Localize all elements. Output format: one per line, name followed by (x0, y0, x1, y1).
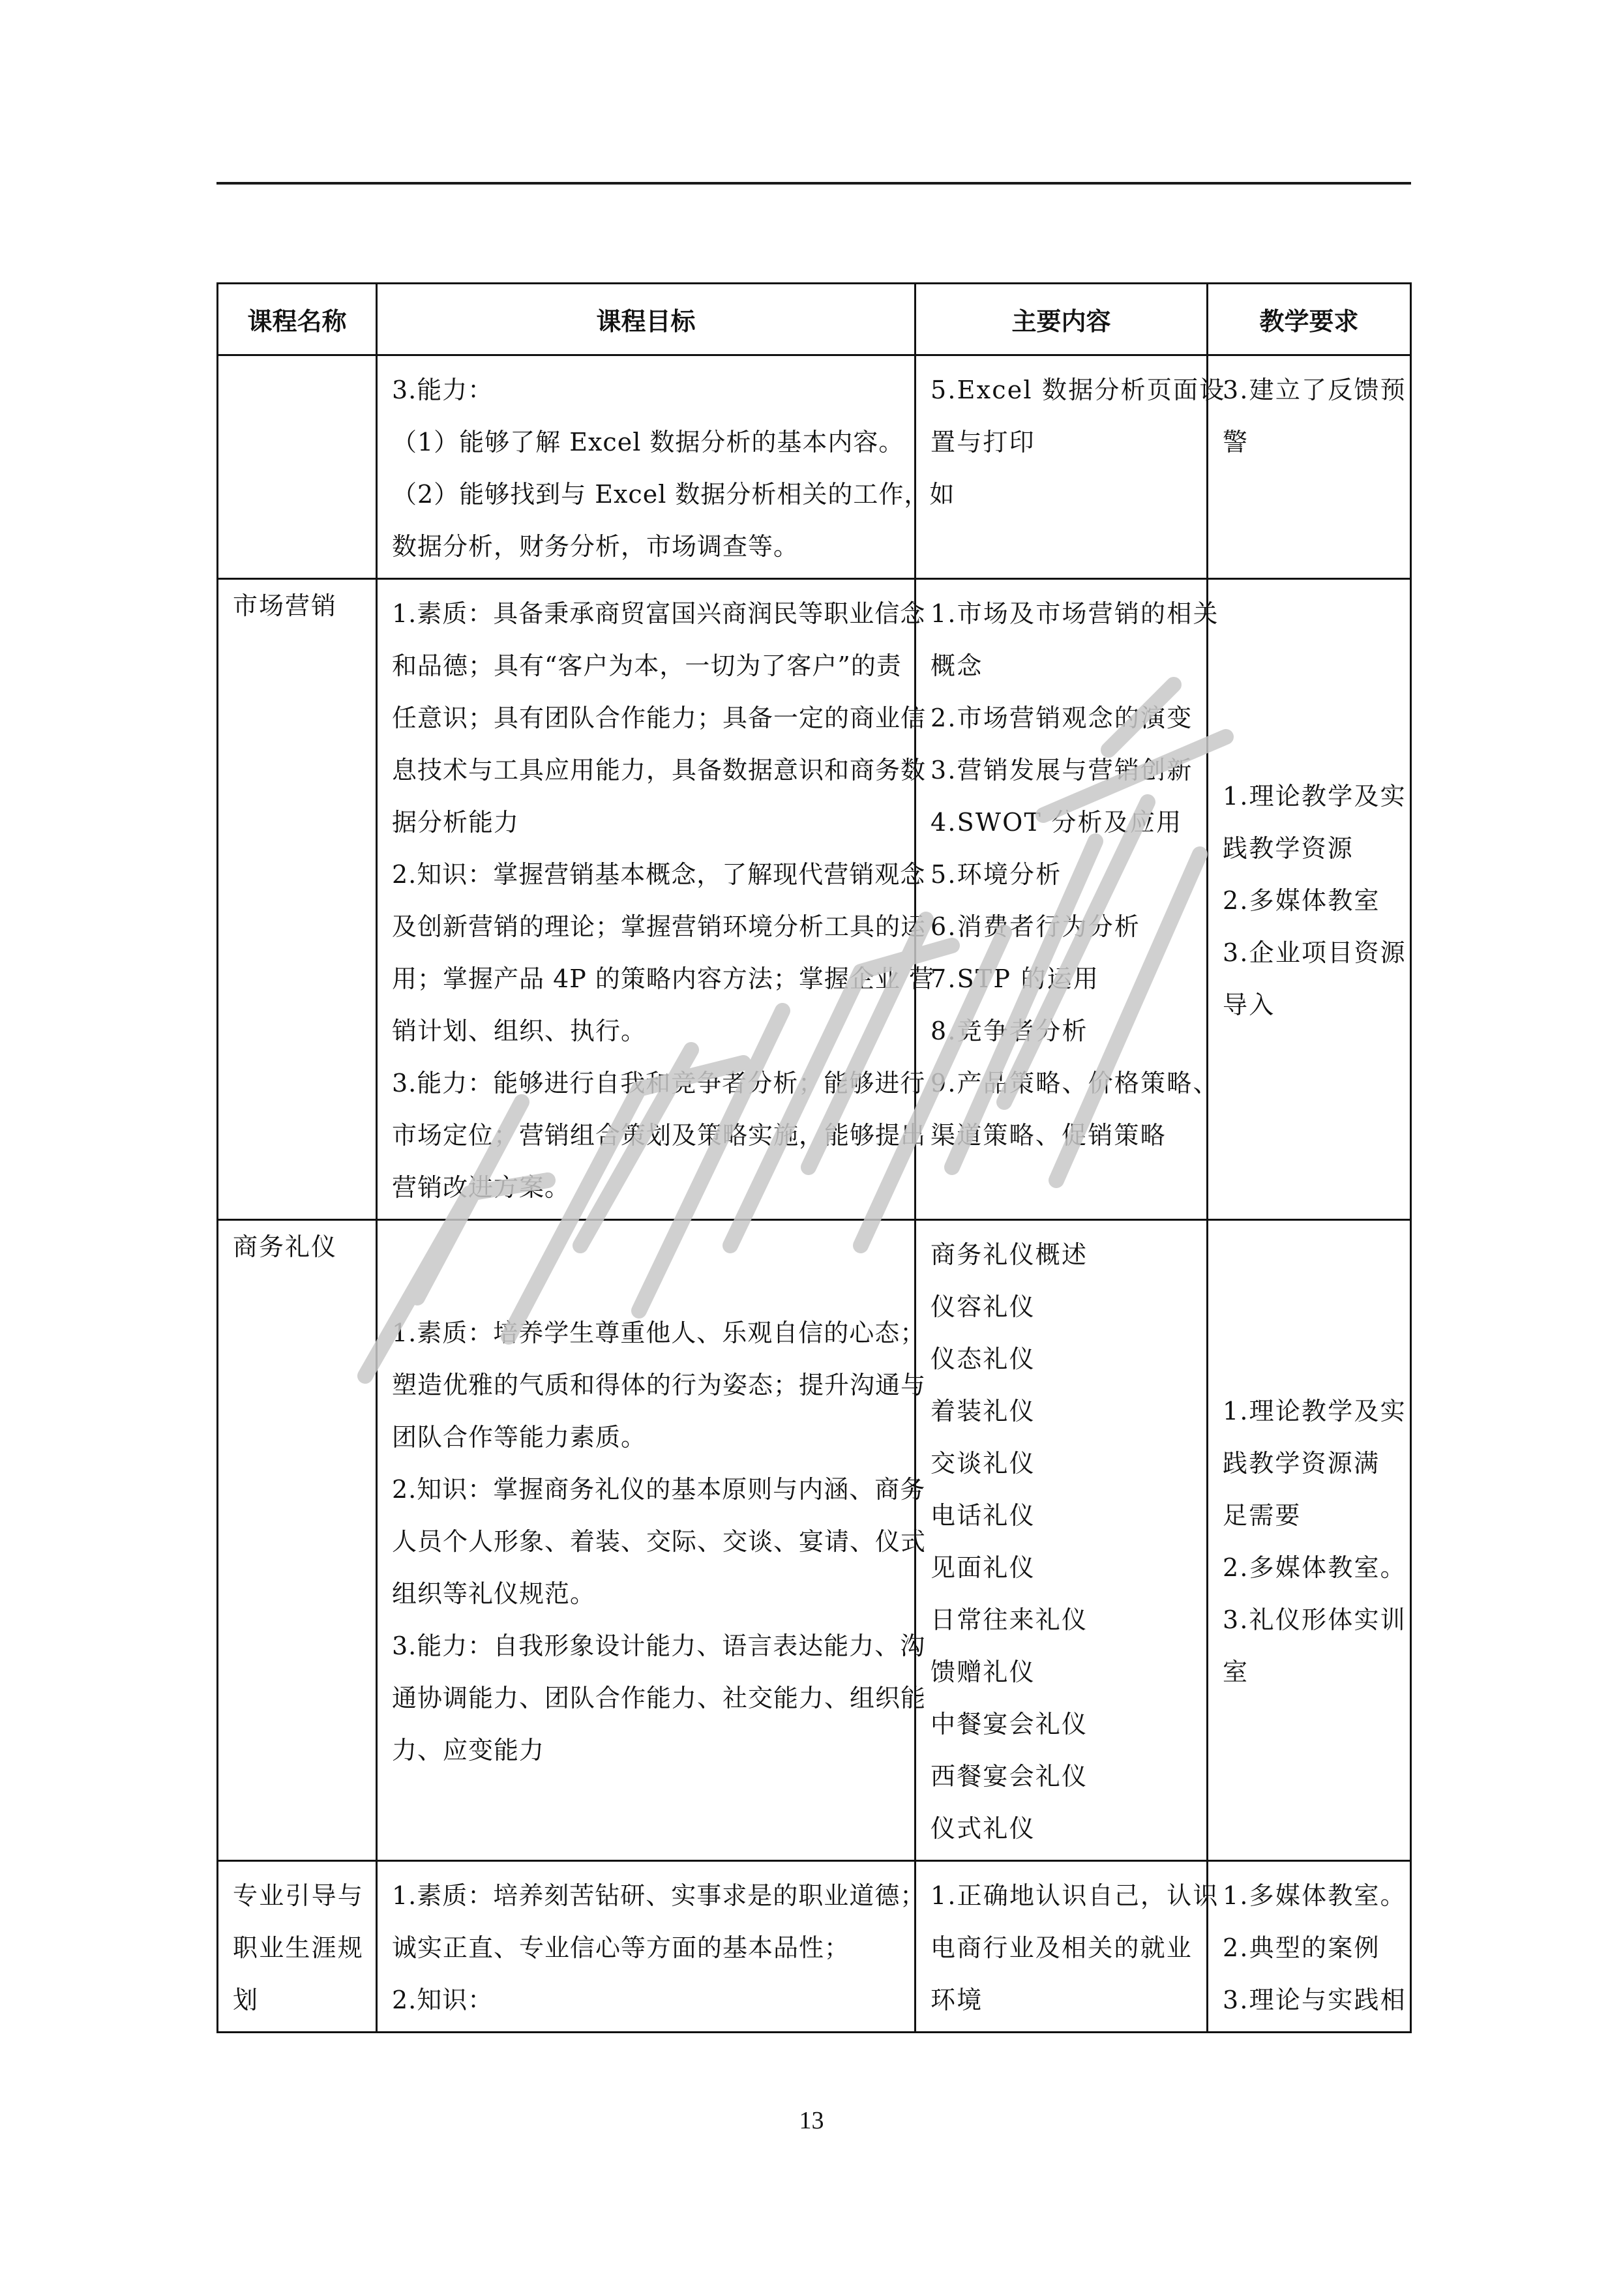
cell-line: 5.环境分析 (931, 860, 1062, 889)
cell-line: 1.正确地认识自己，认识 (931, 1881, 1219, 1910)
teaching-requirement-cell (1208, 1220, 1411, 1861)
cell-line: 人员个人形象、着装、交际、交谈、宴请、仪式 (392, 1527, 927, 1556)
cell-line: 警 (1223, 428, 1249, 456)
table-row (218, 355, 1411, 579)
cell-line: 划 (233, 1986, 260, 2014)
cell-line: 2.市场营销观念的演变 (931, 704, 1193, 732)
cell-line: 环境 (931, 1986, 983, 2014)
cell-line: 交谈礼仪 (931, 1449, 1035, 1478)
cell-line: 6.消费者行为分析 (931, 912, 1141, 941)
cell-line: 概念 (931, 651, 983, 680)
cell-line: 导入 (1223, 991, 1275, 1019)
cell-line: 销计划、组织、执行。 (392, 1017, 647, 1045)
cell-line: 3.营销发展与营销创新 (931, 756, 1193, 784)
cell-line: 馈赠礼仪 (931, 1658, 1035, 1686)
cell-line: 市场定位；营销组合策划及策略实施，能够提出 (392, 1121, 927, 1150)
cell-line: 3.能力：能够进行自我和竞争者分析；能够进行 (392, 1069, 926, 1097)
cell-line: 仪容礼仪 (931, 1292, 1035, 1321)
cell-line: 力、应变能力 (392, 1736, 545, 1765)
cell-line: 2.多媒体教室。 (1223, 1553, 1407, 1582)
cell-line: 据分析能力 (392, 808, 520, 837)
cell-line: 3.理论与实践相 (1223, 1986, 1407, 2014)
cell-line: 1.多媒体教室。 (1223, 1881, 1407, 1910)
cell-line: 9.产品策略、价格策略、 (931, 1069, 1219, 1097)
cell-line: 营销改进方案。 (392, 1173, 571, 1202)
cell-line: （2）能够找到与 Excel 数据分析相关的工作，如 (392, 480, 955, 509)
cell-line: 5.Excel 数据分析页面设 (931, 376, 1226, 404)
cell-line: 践教学资源 (1223, 834, 1354, 863)
cell-line: 1.素质：培养学生尊重他人、乐观自信的心态； (392, 1319, 926, 1347)
table-header-row (218, 284, 1411, 355)
header-rule (216, 182, 1411, 185)
cell-line: 置与打印 (931, 428, 1035, 456)
course-name-cell (218, 355, 377, 579)
course-table (216, 282, 1412, 2033)
cell-line: 3.建立了反馈预 (1223, 376, 1407, 404)
cell-line: 2.知识：掌握商务礼仪的基本原则与内涵、商务 (392, 1475, 926, 1504)
cell-line: 1.理论教学及实 (1223, 1397, 1407, 1425)
main-content-cell (916, 579, 1219, 1220)
cell-line: 商务礼仪概述 (931, 1240, 1088, 1269)
cell-line: 见面礼仪 (931, 1553, 1035, 1582)
cell-line: 专业引导与 (233, 1881, 365, 1910)
course-goal-cell (377, 1861, 926, 2033)
course-goal-cell (377, 579, 934, 1220)
cell-line: 用；掌握产品 4P 的策略内容方法；掌握企业 营 (392, 964, 934, 993)
main-content-cell (916, 355, 1226, 579)
cell-line: 及创新营销的理论；掌握营销环境分析工具的运 (392, 912, 927, 941)
cell-line: 1.市场及市场营销的相关 (931, 599, 1219, 628)
cell-line: （1）能够了解 Excel 数据分析的基本内容。 (392, 428, 904, 456)
cell-line: 任意识；具有团队合作能力；具备一定的商业信 (392, 704, 927, 732)
cell-line: 2.多媒体教室 (1223, 886, 1380, 915)
cell-line: 职业生涯规 (233, 1933, 365, 1962)
cell-line: 2.知识：掌握营销基本概念，了解现代营销观念 (392, 860, 926, 889)
cell-line: 7.STP 的运用 (931, 964, 1100, 993)
cell-line: 室 (1223, 1658, 1249, 1686)
course-name-cell (218, 1220, 377, 1861)
cell-line: 仪式礼仪 (931, 1814, 1035, 1843)
page-number: 13 (799, 2107, 824, 2134)
cell-line: 通协调能力、团队合作能力、社交能力、组织能 (392, 1684, 927, 1712)
cell-line: 渠道策略、促销策略 (931, 1121, 1167, 1150)
cell-line: 团队合作等能力素质。 (392, 1423, 647, 1452)
cell-line: 3.能力： (392, 376, 494, 404)
cell-line: 3.能力：自我形象设计能力、语言表达能力、沟 (392, 1632, 926, 1660)
main-content-cell (916, 1861, 1219, 2033)
course-name: 市场营销 (233, 591, 338, 620)
cell-line: 8.竞争者分析 (931, 1017, 1088, 1045)
cell-line: 1.素质：培养刻苦钻研、实事求是的职业道德； (392, 1881, 926, 1910)
course-name: 商务礼仪 (233, 1232, 338, 1261)
cell-line: 中餐宴会礼仪 (931, 1710, 1088, 1738)
course-name-cell (218, 1861, 377, 2033)
cell-line: 2.知识： (392, 1986, 494, 2014)
header-course-name: 课程名称 (218, 284, 377, 355)
cell-line: 2.典型的案例 (1223, 1933, 1380, 1962)
cell-line: 1.素质：具备秉承商贸富国兴商润民等职业信念 (392, 599, 926, 628)
course-goal-cell (377, 1220, 927, 1861)
cell-line: 4.SWOT 分析及应用 (931, 808, 1183, 837)
header-course-goal: 课程目标 (377, 284, 916, 355)
header-main-content: 主要内容 (916, 284, 1208, 355)
cell-line: 组织等礼仪规范。 (392, 1579, 596, 1608)
cell-line: 塑造优雅的气质和得体的行为姿态；提升沟通与 (392, 1371, 927, 1399)
cell-line: 践教学资源满 (1223, 1449, 1380, 1478)
main-content-cell (916, 1220, 1208, 1861)
cell-line: 和品德；具有“客户为本，一切为了客户”的责 (392, 651, 902, 680)
course-goal-cell (377, 355, 955, 579)
teaching-requirement-cell (1208, 355, 1411, 579)
cell-line: 3.企业项目资源 (1223, 938, 1407, 967)
cell-line: 仪态礼仪 (931, 1345, 1035, 1373)
cell-line: 西餐宴会礼仪 (931, 1762, 1088, 1791)
teaching-requirement-cell (1208, 1861, 1411, 2033)
cell-line: 数据分析，财务分析，市场调查等。 (392, 532, 799, 561)
cell-line: 电话礼仪 (931, 1501, 1035, 1530)
cell-line: 1.理论教学及实 (1223, 782, 1407, 811)
cell-line: 3.礼仪形体实训 (1223, 1605, 1407, 1634)
cell-line: 电商行业及相关的就业 (931, 1933, 1193, 1962)
cell-line: 诚实正直、专业信心等方面的基本品性； (392, 1933, 850, 1962)
header-teaching-requirement: 教学要求 (1208, 284, 1411, 355)
cell-line: 日常往来礼仪 (931, 1605, 1088, 1634)
cell-line: 足需要 (1223, 1501, 1302, 1530)
cell-line: 息技术与工具应用能力，具备数据意识和商务数 (392, 756, 927, 784)
table-row (218, 1861, 1411, 2033)
table-row (218, 579, 1411, 1220)
course-name-cell (218, 579, 377, 1220)
teaching-requirement-cell (1208, 579, 1411, 1220)
table-row (218, 1220, 1411, 1861)
cell-line: 着装礼仪 (931, 1397, 1035, 1425)
